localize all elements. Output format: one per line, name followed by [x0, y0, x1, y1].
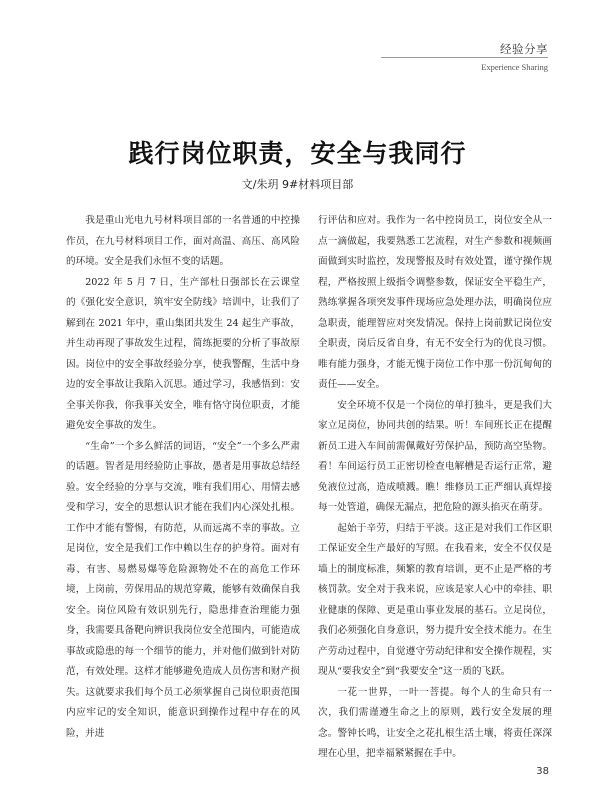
header-rule	[381, 57, 548, 58]
article-byline: 文/朱玥 9#材料项目部	[241, 178, 354, 191]
paragraph: 2022 年 5 月 7 日，生产部杜日强部长在云课堂的《强化安全意识，筑牢安全防线》培训中，让我们了解到在 2021 年中，重山集团共发生 24 起生产事故，并生动再现了事故发生过程，简练扼要的分析了事故原因。岗位中的安全事故经验分享，使我警醒，生活中身边的安全事故让我陷入沉思。通过学习，我感悟到：安全事关你我，你我事关安全，唯有恪守岗位职责，才能避免安全事故的发生。	[66, 276, 300, 431]
paragraph: 起始于辛劳，归结于平淡。这正是对我们工作区职工保证安全生产最好的写照。在我看来，安全不仅仅是墙上的制度标准，频繁的教育培训，更不止是严格的考核罚款。安全对于我来说，应该是家人心中的牵挂、职业健康的保障、更是重山事业发展的基石。立足岗位，我们必须强化自身意识，努力提升安全技术能力。在生产劳动过程中，自觉遵守劳动纪律和安全操作规程，实现从“要我安全”到“我要安全”这一质的飞跃。	[318, 522, 552, 677]
header-section-cn: 经验分享	[500, 42, 548, 56]
paragraph: “生命”一个多么鲜活的词语，“安全”一个多么严肃的话题。智者是用经验防止事故，愚者是用事故总结经验。安全经验的分享与交流，唯有我们用心、用情去感受和学习，安全的思想认识才能在我们内心深处扎根。工作中才能有警惕，有防范，从而远离不幸的事故。立足岗位，安全是我们工作中赖以生存的护身符。面对有毒、有害、易燃易爆等危险源物处不在的高危工作环境，上岗前，劳保用品的规范穿戴，能够有效确保自我安全。岗位风险有效识别先行，隐患排查治理能力强身，我需要具备靶向辨识我岗位安全范围内，可能造成事故或隐患的每一个细节的能力，并对他们做到针对防范，有效处理。这样才能够避免造成人员伤害和财产损失。这就要求我们每个员工必须掌握自己岗位职责范围内应牢记的安全知识，能意识到操作过程中存在的风险，并进	[66, 440, 300, 739]
page-number: 38	[536, 766, 549, 777]
right-column	[318, 211, 552, 759]
article-body	[66, 211, 552, 759]
article-title: 践行岗位职责，安全与我同行	[128, 139, 467, 168]
paragraph: 行评估和应对。我作为一名中控岗员工，岗位安全从一点一滴做起，我要熟悉工艺流程，对生产参数和视频画面做到实时监控，发现警报及时有效处置，谨守操作规程，严格按照上级指令调整参数，保证安全平稳生产，熟练掌握各项突发事件现场应急处理办法，明确岗位应急职责，能理智应对突发情况。保持上岗前默记岗位安全职责，岗后反省自身，有无不安全行为的优良习惯。唯有能力强身，才能无愧于岗位工作中那一份沉甸甸的责任——安全。	[318, 215, 552, 390]
header-section-en: Experience Sharing	[481, 62, 548, 72]
paragraph: 安全环境不仅是一个岗位的单打独斗，更是我们大家立足岗位，协同共创的结果。听！车间班长正在提醒新员工进入车间前需佩戴好劳保护品，预防高空坠物。看！车间运行员工正密切检查电解槽是否运行正常，避免液位过高，造成喷溅。瞧！维修员工正严细认真焊接每一处管道，确保无漏点，把危险的源头掐灭在萌芽。	[318, 399, 552, 513]
paragraph: 一花一世界，一叶一菩提。每个人的生命只有一次，我们需谨遵生命之上的原则，践行安全发展的理念。警钟长鸣，让安全之花扎根生活土壤，将责任深深埋在心里，把幸福紧紧握在手中。	[318, 686, 552, 759]
paragraph: 我是重山光电九号材料项目部的一名普通的中控操作员，在九号材料项目工作，面对高温、高压、高风险的环境。安全是我们永恒不变的话题。	[66, 215, 300, 267]
left-column	[66, 211, 300, 751]
